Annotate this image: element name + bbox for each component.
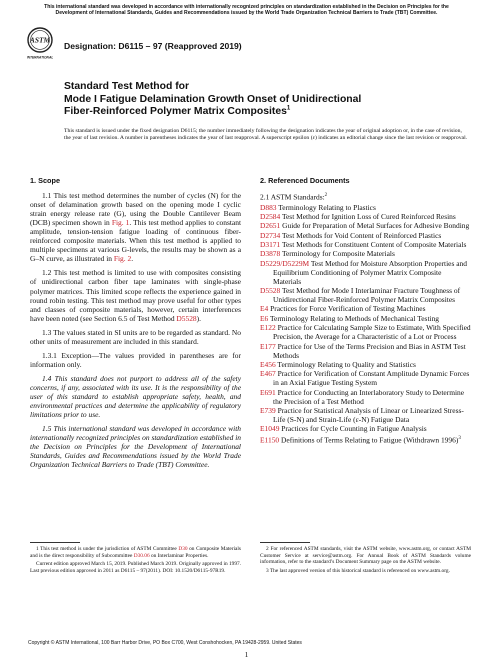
reference-title: Test Methods for Constituent Content of Composite Materials (280, 239, 467, 249)
reference-item (260, 424, 471, 433)
reference-title: Practice for Use of the Terms Precision and Bias in ASTM Test Methods (273, 341, 466, 360)
reference-title: Test Method for Ignition Loss of Cured Reinforced Resins (280, 211, 456, 221)
scope-para-1-3: 1.3 The values stated in SI units are to be regarded as standard. No other units of measurement are included in this standard. (30, 327, 241, 346)
reference-code-link[interactable]: E456 (260, 359, 276, 369)
footnotes-right (260, 546, 471, 576)
reference-item (260, 221, 471, 230)
reference-item (260, 388, 471, 406)
reference-title: Practice for Statistical Analysis of Linear or Linearized Stress-Life (S-N) and Strain-Life (ε-N) Fatigue Data (273, 406, 464, 425)
references-intro: 2.1 ASTM Standards:$^2$ (260, 192, 328, 202)
reference-item (260, 406, 471, 424)
scope-para-1-2: 1.2 This test method is limited to use with composites consisting of unidirectional carbon fiber tape laminates with single-phase polymer matrices. This limited scope reflects the experience gained in round robin testing. This test method may prove useful for other types and classes of composite materials, however, certain interferences have been noted (see Section 6.5 of Test Method D5528). (30, 268, 241, 323)
astm-logo (27, 27, 53, 67)
footnote-1: 1 This test method is under the jurisdiction of ASTM Committee D30 on Composite Materials and is the direct responsibility of Subcommittee D30.06 on Interlaminar Properties. (30, 546, 241, 559)
scope-para-1-1: 1.1 This test method determines the number of cycles (N) for the onset of delamination growth based on the opening mode I cyclic strain energy release rate (G), using the Double Cantilever Beam (DCB) specimen shown in Fig. 1. This test method applies to constant amplitude, tension-tension fatigue loading of continuous fiber-reinforced composite materials. When this test method is applied to multiple specimens at various G-levels, the results may be shown as a G–N curve, as illustrated in Fig. 2. (30, 191, 242, 264)
right-column (260, 176, 471, 445)
footnote-rule-right (260, 542, 310, 543)
reference-code-link[interactable]: E6 (260, 313, 269, 323)
left-column (30, 176, 241, 474)
footnote-2: 2 For referenced ASTM standards, visit the ASTM website, www.astm.org, or contact ASTM Customer Service at service@astm.org. For Annual Book of ASTM Standards volume information, refer to the standard’s Document Summary page on the ASTM website. (260, 546, 471, 565)
reference-code-link[interactable]: E1049 (260, 424, 280, 434)
logo-subtext: INTERNATIONAL (27, 55, 53, 60)
reference-code-link[interactable]: E1150 (260, 435, 280, 445)
reference-item (260, 304, 471, 313)
d5528-link[interactable]: D5528 (176, 313, 197, 323)
reference-item (260, 369, 471, 387)
footnote-edition: Current edition approved March 15, 2019. Published March 2019. Originally approved in 1997. Last previous edition approved in 2011 as D6115 – 97(2011). DOI: 10.1520/D6115-97R19. (30, 561, 241, 574)
reference-code-link[interactable]: E467 (260, 369, 276, 379)
reference-code-link[interactable]: D5528 (260, 286, 281, 296)
reference-title: Practices for Force Verification of Testing Machines (268, 304, 426, 314)
reference-item (260, 249, 471, 258)
reference-code-link[interactable]: E122 (260, 323, 276, 333)
fig-1-link[interactable]: Fig. 1 (111, 218, 130, 228)
references-footnote-mark: 2 (324, 193, 328, 199)
copyright: Copyright © ASTM International, 100 Barr Harbor Drive, PO Box C700, West Conshohocken, PA 19428-2959. United States (28, 640, 302, 646)
d30-link[interactable]: D30 (178, 546, 188, 552)
reference-title: Practices for Cycle Counting in Fatigue Analysis (279, 424, 427, 434)
top-notice: This international standard was developed in accordance with internationally recognized principles on standardization established in the Decision on Principles for the Development of International Standards, Guides and Recommendations issued by the World Trade Organization Technical Barriers to Trade (TBT) Committee. (44, 4, 449, 17)
reference-code-link[interactable]: D883 (260, 202, 277, 212)
references-heading: 2. Referenced Documents (260, 176, 350, 185)
document-title (64, 81, 464, 119)
scope-para-1-3-1: 1.3.1 Exception—The values provided in parentheses are for information only. (30, 350, 241, 369)
scope-para-1-4: 1.4 This standard does not purport to address all of the safety concerns, if any, associated with its use. It is the responsibility of the user of this standard to establish appropriate safety, health, and environmental practices and determine the applicability of regulatory limitations prior to use. (30, 373, 241, 420)
reference-title: Terminology Relating to Methods of Mechanical Testing (268, 313, 440, 323)
reference-code-link[interactable]: E4 (260, 304, 269, 314)
reference-item (260, 286, 471, 304)
reference-code-link[interactable]: E739 (260, 406, 276, 416)
reference-item (260, 203, 471, 212)
reference-code-link[interactable]: D2734 (260, 230, 281, 240)
reference-code-link[interactable]: D2651 (260, 221, 281, 231)
reference-item (260, 323, 471, 341)
reference-item (260, 212, 471, 221)
footnotes-left (30, 546, 241, 576)
reference-title: Terminology Relating to Plastics (276, 202, 376, 212)
reference-code-link[interactable]: E177 (260, 341, 276, 351)
d30-06-link[interactable]: D30.06 (133, 552, 150, 559)
title-line-1: Standard Test Method for (64, 81, 190, 92)
reference-title: Terminology Relating to Quality and Statistics (275, 359, 416, 369)
reference-title: Practice for Conducting an Interlaboratory Study to Determine the Precision of a Test Method (273, 387, 465, 406)
title-line-2: Mode I Fatigue Delamination Growth Onset of Unidirectional (64, 93, 362, 105)
title-footnote-mark: 1 (286, 105, 291, 112)
fig-2-link[interactable]: Fig. 2 (113, 254, 132, 264)
reference-item (260, 434, 471, 445)
scope-heading: 1. Scope (30, 176, 61, 185)
reference-item (260, 240, 471, 249)
standard-notice: This standard is issued under the fixed designation D6115; the number immediately following the designation indicates the year of original adoption or, in the case of revision, the year of last revision. A number in parentheses indicates the year of last reapproval. A superscript epsilon (ε) indicates an editorial change since the last revision or reapproval. (64, 128, 468, 141)
reference-item (260, 342, 471, 360)
reference-code-link[interactable]: D5229/D5229M (260, 258, 310, 268)
reference-footnote-mark: 3 (458, 435, 461, 441)
reference-title: Terminology for Composite Materials (280, 249, 395, 259)
reference-item (260, 314, 471, 323)
reference-item (260, 231, 471, 240)
page-number: 1 (244, 650, 249, 659)
footnote-rule-left (30, 542, 80, 543)
logo-text: ASTM (29, 35, 51, 45)
reference-title: Guide for Preparation of Metal Surfaces for Adhesive Bonding (280, 221, 470, 231)
reference-item (260, 259, 471, 286)
reference-code-link[interactable]: D2584 (260, 211, 281, 221)
reference-code-link[interactable]: D3171 (260, 239, 281, 249)
reference-title: Definitions of Terms Relating to Fatigue (Withdrawn 1996) (279, 435, 459, 445)
reference-title: Test Method for Mode I Interlaminar Fracture Toughness of Unidirectional Fiber-Reinforced Polymer Matrix Composites (273, 286, 461, 305)
reference-title: Test Method for Moisture Absorption Properties and Equilibrium Conditioning of Polymer Matrix Composite Materials (273, 258, 467, 286)
scope-para-1-5: 1.5 This international standard was developed in accordance with internationally recognized principles on standardization established in the Decision on Principles for the Development of International Standards, Guides and Recommendations issued by the World Trade Organization Technical Barriers to Trade (TBT) Committee. (30, 424, 241, 470)
reference-title: Practice for Verification of Constant Amplitude Dynamic Forces in an Axial Fatigue Testing System (273, 369, 470, 388)
reference-title: Practice for Calculating Sample Size to Estimate, With Specified Precision, the Average for a Characteristic of a Lot or Process (273, 323, 471, 342)
reference-title: Test Methods for Void Content of Reinforced Plastics (280, 230, 442, 240)
footnote-3: 3 The last approved version of this historical standard is referenced on www.astm.org. (266, 567, 450, 574)
designation: Designation: D6115 – 97 (Reapproved 2019) (64, 41, 242, 51)
title-line-3: Fiber-Reinforced Polymer Matrix Composites$^1$ (64, 105, 291, 118)
reference-code-link[interactable]: D3878 (260, 249, 281, 259)
reference-code-link[interactable]: E691 (260, 387, 276, 397)
reference-item (260, 360, 471, 369)
reference-list (260, 203, 471, 445)
